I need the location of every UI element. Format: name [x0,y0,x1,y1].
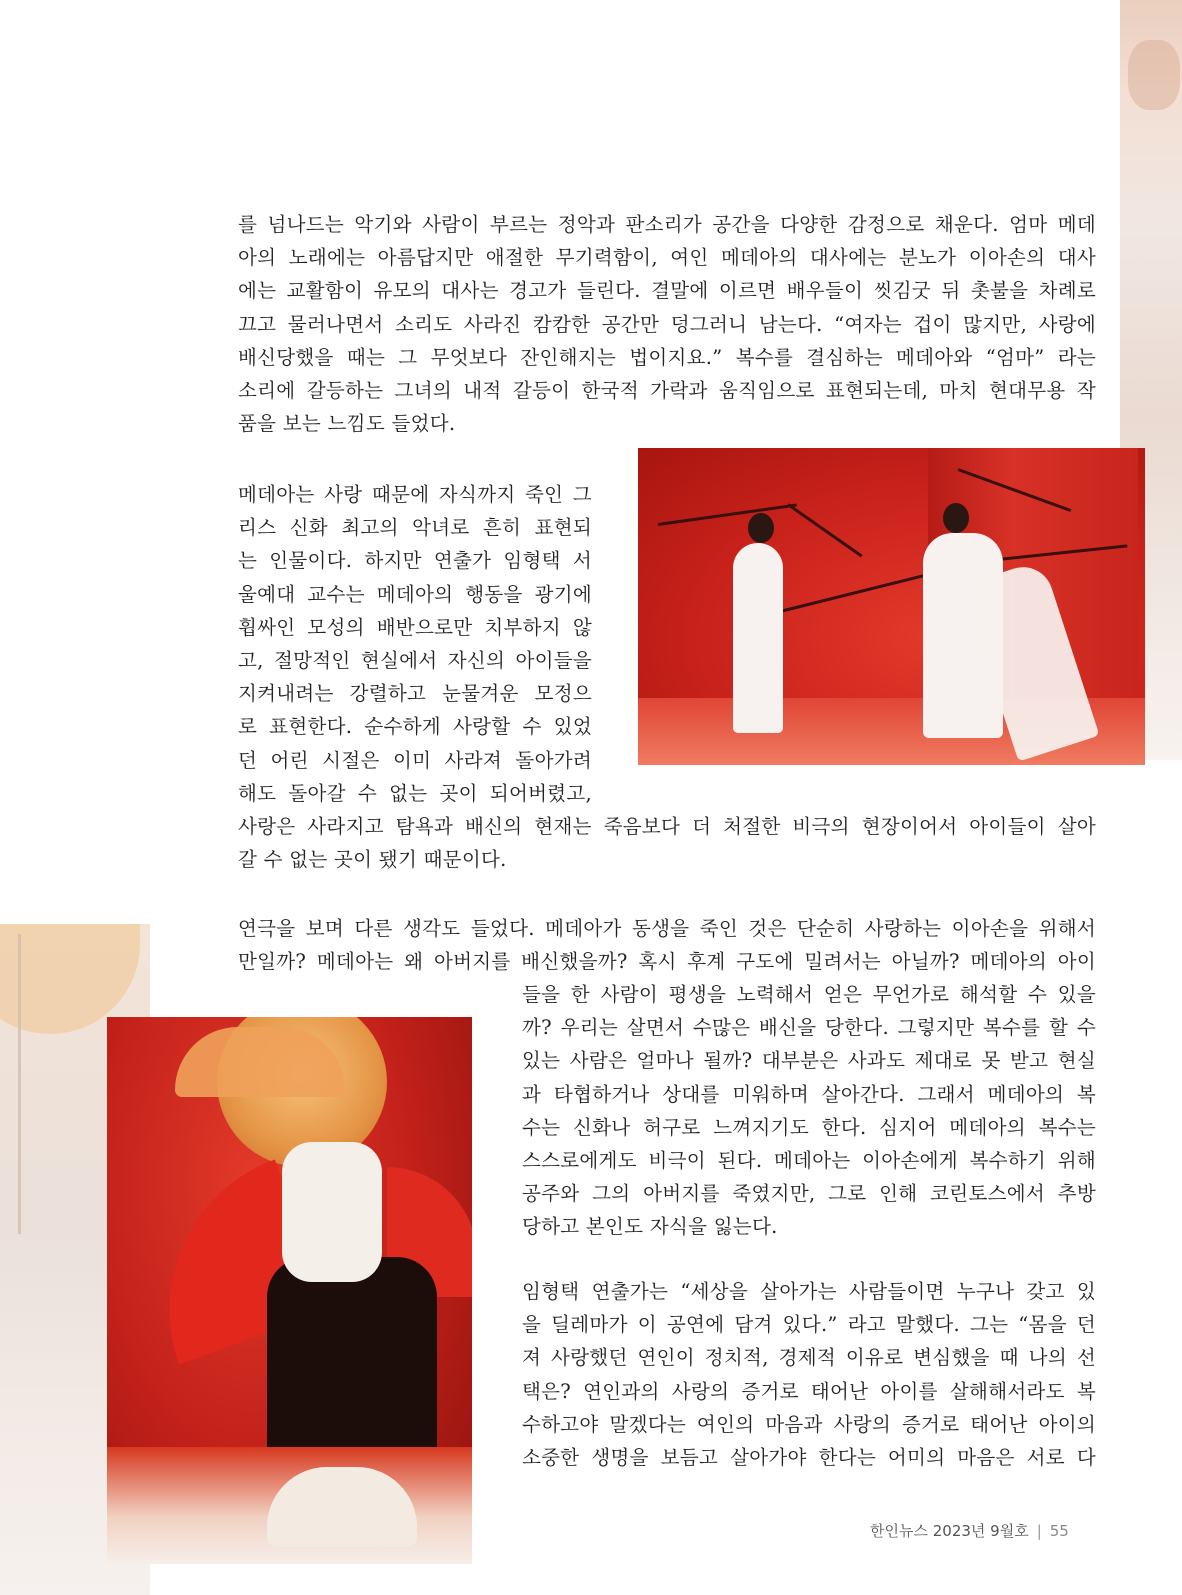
text-line: 져 사랑했던 연인이 정치적, 경제적 이유로 변심했을 때 나의 선 [522,1346,1096,1370]
figure-white-dress-left [733,543,783,733]
text-line: 사랑은 사라지고 탐욕과 배신의 현재는 죽음보다 더 처절한 비극의 현장이어서 아이들이 살아 [238,815,1096,838]
text-line: 배신당했을 때는 그 무엇보다 잔인해지는 법이지요.” 복수를 결심하는 메데아와 “엄마” 라는 [238,345,1096,369]
page-number: 55 [1049,1522,1069,1540]
text-line: 소리에 갈등하는 그녀의 내적 갈등이 한국적 가락과 움직임으로 표현되는데, 마치 현대무용 작 [238,379,1096,403]
text-line: 휩싸인 모성의 배반으로만 치부하지 않 [238,615,592,639]
stage-photo-fans-and-lantern [107,1017,472,1564]
text-line: 만일까? 메데아는 왜 아버지를 배신했을까? 혹시 후계 구도에 밀려서는 아닐까? 메데아의 아이 [238,950,1096,974]
text-line: 택은? 연인과의 사랑의 증거로 태어난 아이를 살해해서라도 복 [522,1379,1096,1403]
text-line: 있는 사람은 얼마나 될까? 대부분은 사과도 제대로 못 받고 현실 [522,1049,1096,1073]
text-line: 를 넘나드는 악기와 사람이 부르는 정악과 판소리가 공간을 다양한 감정으로 채운다. 엄마 메데 [238,213,1096,236]
text-line: 연극을 보며 다른 생각도 들었다. 메데아가 동생을 죽인 것은 단순히 사랑하는 이아손을 위해서 [238,917,1096,940]
text-line: 던 어린 시절은 이미 사라져 돌아가려 [238,748,592,772]
stage-photo-medea-two-women [638,448,1145,765]
paragraph-4 [522,1275,1096,1474]
text-line: 당하고 본인도 자식을 잃는다. [522,1215,778,1239]
figure-head [748,513,774,543]
paragraph-2-narrow [238,478,592,810]
publication-name: 한인뉴스 2023년 9월호 [870,1522,1029,1540]
text-line: 품을 보는 느낌도 들었다. [238,412,456,436]
text-line: 들을 한 사람이 평생을 노력해서 얻은 무언가로 해석할 수 있을 [522,983,1096,1006]
figure-head [943,503,969,533]
page-footer [870,1520,1090,1541]
paragraph-3-wide [238,912,1096,978]
footer-separator: | [1036,1522,1042,1540]
paragraph-1 [238,208,1096,440]
text-line: 아의 노래에는 아름답지만 애절한 무기력함이, 여인 메데아의 대사에는 분노가 이아손의 대사 [238,246,1096,270]
text-line: 울예대 교수는 메데아의 행동을 광기에 [238,582,592,606]
paragraph-2-wide [238,810,1096,876]
performer-white-costume [282,1142,382,1282]
text-line: 수는 신화나 허구로 느껴지기도 한다. 심지어 메데아의 복수는 [522,1115,1096,1139]
text-line: 공주와 그의 아버지를 죽였지만, 그로 인해 코린토스에서 추방 [522,1182,1096,1206]
text-line: 끄고 물러나면서 소리도 사라진 캄캄한 공간만 덩그러니 남는다. “여자는 겁이 많지만, 사랑에 [238,312,1096,336]
text-line: 메데아는 사랑 때문에 자식까지 죽인 그 [238,483,592,506]
text-line: 리스 신화 최고의 악녀로 흔히 표현되 [238,516,592,540]
wall-crack [787,503,862,557]
text-line: 지켜내려는 강렬하고 눈물겨운 모정으 [238,682,592,706]
text-line: 소중한 생명을 보듬고 살아가야 한다는 어미의 마음은 서로 다 [522,1446,1096,1470]
text-line: 을 딜레마가 이 공연에 담겨 있다.” 라고 말했다. 그는 “몸을 던 [522,1313,1096,1337]
text-line: 수하고야 말겠다는 여인의 마음과 사랑의 증거로 태어난 아이의 [522,1412,1096,1436]
text-line: 해도 돌아갈 수 없는 곳이 되어버렸고, [238,781,592,805]
text-line: 로 표현한다. 순수하게 사랑할 수 있었 [238,715,592,739]
background-umbrella-pole [18,934,21,1234]
text-line: 갈 수 없는 곳이 됐기 때문이다. [238,848,507,872]
text-line: 임형택 연출가는 “세상을 살아가는 사람들이면 누구나 갖고 있 [522,1280,1096,1303]
paragraph-3-narrow [522,978,1096,1244]
text-line: 스스로에게도 비극이 된다. 메데아는 이아손에게 복수하기 위해 [522,1149,1096,1173]
text-line: 고, 절망적인 현실에서 자신의 아이들을 [238,649,592,673]
background-face [1128,40,1180,110]
text-line: 까? 우리는 살면서 수많은 배신을 당한다. 그렇지만 복수를 할 수 [522,1016,1096,1040]
text-line: 에는 교활함이 유모의 대사는 경고가 들린다. 결말에 이르면 배우들이 씻김굿 뒤 촛불을 차례로 [238,279,1096,303]
wall-crack [768,574,924,616]
wall-crack [658,504,797,526]
text-line: 는 인물이다. 하지만 연출가 임형택 서 [238,549,592,573]
text-line: 과 타협하거나 상대를 미워하며 살아간다. 그래서 메데아의 복 [522,1082,1096,1106]
